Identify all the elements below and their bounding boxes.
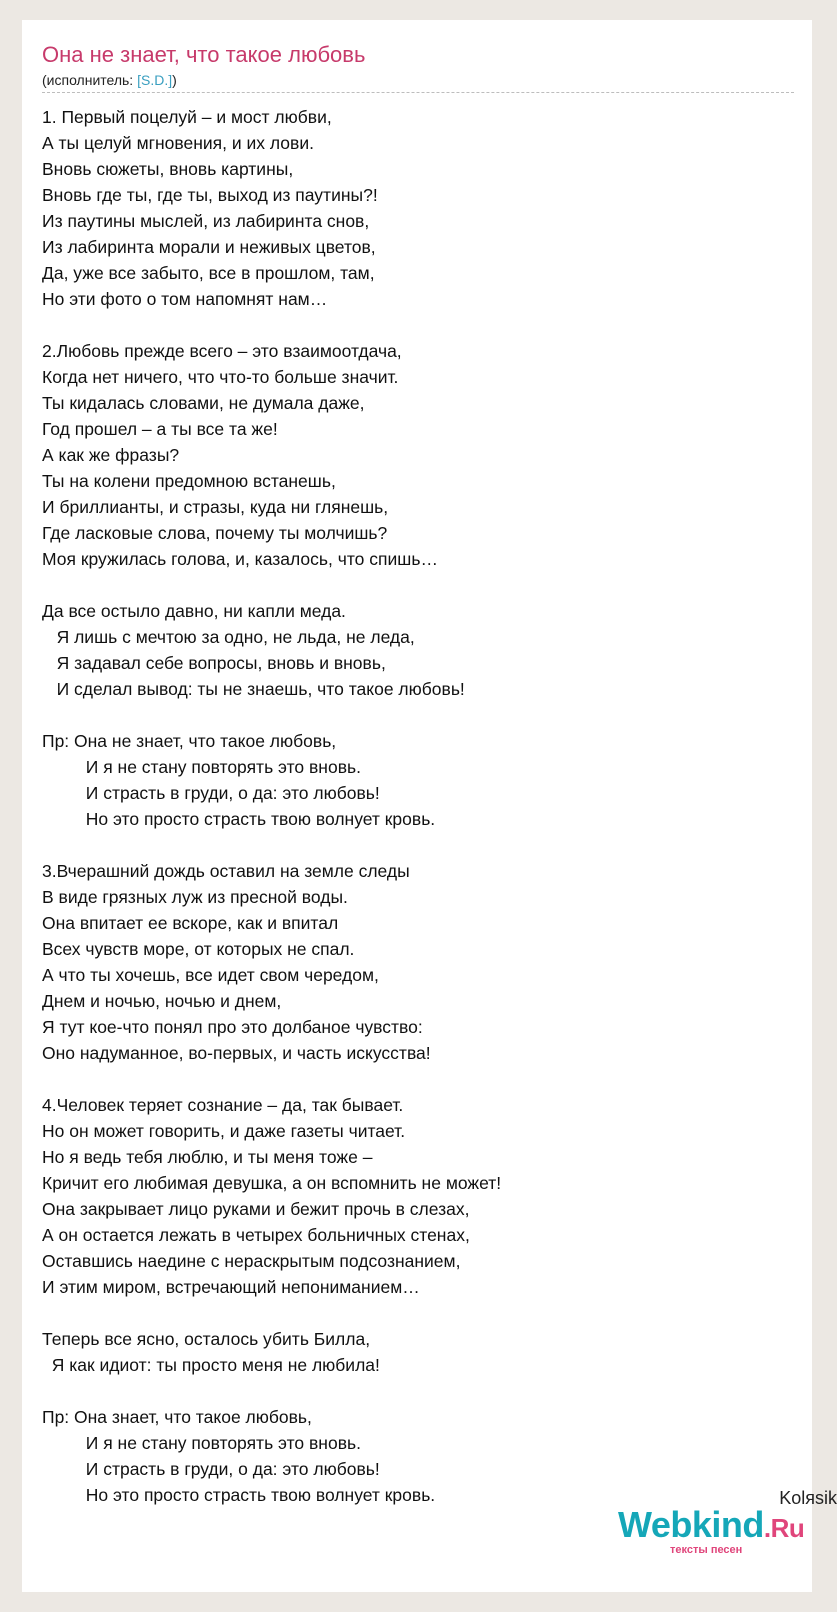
webkind-logo[interactable] xyxy=(618,1504,818,1564)
artist-prefix: (исполнитель: xyxy=(42,72,138,88)
logo-wordmark xyxy=(618,1504,804,1546)
lyrics-card xyxy=(22,20,812,1592)
uploader-name: Kolяsik xyxy=(779,1488,837,1508)
dashed-divider xyxy=(42,92,794,93)
artist-suffix: ) xyxy=(172,72,177,88)
lyrics-text: 1. Первый поцелуй – и мост любви, А ты целуй мгновения, и их лови. Вновь сюжеты, вновь картины, Вновь где ты, где ты, выход из паутины?! Из паутины мыслей, из лабиринта снов, Из лабиринта морали и неживых цветов, Да, уже все забыто, все в прошлом, там, Но эти фото о том напомнят нам… 2.Любовь прежде всего – это взаимоотдача, Когда нет ничего, что что-то больше значит. Ты кидалась словами, не думала даже, Год прошел – а ты все та же! А как же фразы? Ты на колени предомною встанешь, И бриллианты, и стразы, куда ни глянешь, Где ласковые слова, почему ты молчишь? Моя кружилась голова, и, казалось, что спишь… Да все остыло давно, ни капли меда. Я лишь с мечтою за одно, не льда, не леда, Я задавал себе вопросы, вновь и вновь, И сделал вывод: ты не знаешь, что такое любовь! Пр: Она не знает, что такое любовь, И я не стану повторять это вновь. И страсть в груди, о да: это любовь! Но это просто страсть твою волнует кровь. 3.Вчерашний дождь оставил на земле следы В виде грязных луж из пресной воды. Она впитает ее вскоре, как и впитал Всех чувств море, от которых не спал. А что ты хочешь, все идет свом чередом, Днем и ночью, ночью и днем, Я тут кое-что понял про это долбаное чувство: Оно надуманное, во-первых, и часть искусства! 4.Человек теряет сознание – да, так бывает. Но он может говорить, и даже газеты читает. Но я ведь тебя люблю, и ты меня тоже – Кричит его любимая девушка, а он вспомнить не может! Она закрывает лицо руками и бежит прочь в слезах, А он остается лежать в четырех больничных стенах, Оставшись наедине с нераскрытым подсознанием, И этим миром, встречающий непониманием… Теперь все ясно, осталось убить Билла, Я как идиот: ты просто меня не любила! Пр: Она знает, что такое любовь, И я не стану повторять это вновь. И страсть в груди, о да: это любовь! Но это просто страсть твою волнует кровь. xyxy=(42,107,502,1505)
logo-dot-ru: .Ru xyxy=(763,1513,805,1543)
logo-main-text: Webkind xyxy=(618,1504,764,1545)
artist-link[interactable]: [S.D.] xyxy=(137,72,173,88)
artist-line xyxy=(42,72,177,88)
page-title: Она не знает, что такое любовь xyxy=(42,42,366,67)
logo-tagline: тексты песен xyxy=(670,1544,743,1556)
